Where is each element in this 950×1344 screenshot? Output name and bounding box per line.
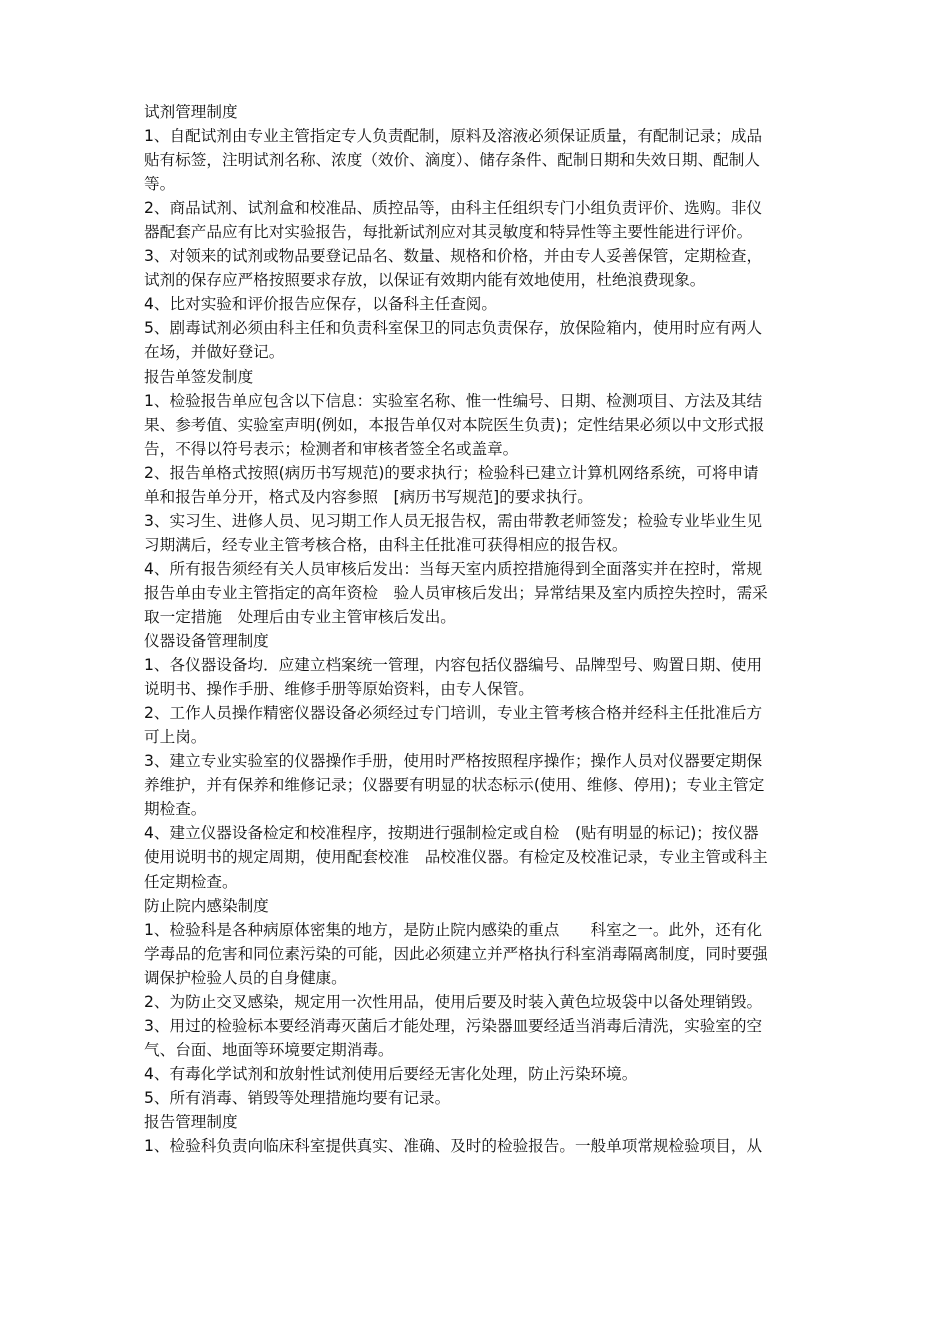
paragraph-line: 习期满后，经专业主管考核合格，由科主任批准可获得相应的报告权。 <box>144 535 628 554</box>
paragraph-line: 器配套产品应有比对实验报告，每批新试剂应对其灵敏度和特异性等主要性能进行评价。 <box>144 223 753 242</box>
paragraph-line: 1、检验科是各种病原体密集的地方，是防止院内感染的重点 科室之一。此外，还有化 <box>144 920 763 939</box>
paragraph-line: 报告单由专业主管指定的高年资检 验人员审核后发出；异常结果及室内质控失控时，需采 <box>144 583 768 602</box>
section-title-report-issuing: 报告单签发制度 <box>144 367 254 386</box>
paragraph-line: 期检查。 <box>144 800 207 819</box>
paragraph-line: 学毒品的危害和同位素污染的可能，因此必须建立并严格执行科室消毒隔离制度，同时要强 <box>144 944 768 963</box>
paragraph-line: 3、建立专业实验室的仪器操作手册，使用时严格按照程序操作；操作人员对仪器要定期保 <box>144 752 763 771</box>
paragraph-line: 养维护，并有保养和维修记录；仪器要有明显的状态标示(使用、维修、停用)；专业主管定 <box>144 776 765 795</box>
paragraph-line: 在场，并做好登记。 <box>144 343 285 362</box>
paragraph-line: 果、参考值、实验室声明(例如，本报告单仅对本院医生负责)；定性结果必须以中文形式报 <box>144 415 765 434</box>
paragraph-line: 3、对领来的试剂或物品要登记品名、数量、规格和价格，并由专人妥善保管，定期检查， <box>144 247 763 266</box>
paragraph-line: 告，不得以符号表示；检测者和审核者签全名或盖章。 <box>144 439 519 458</box>
section-title-report-management: 报告管理制度 <box>144 1112 238 1131</box>
paragraph-line: 2、工作人员操作精密仪器设备必须经过专门培训，专业主管考核合格并经科主任批准后方 <box>144 704 763 723</box>
paragraph-line: 取一定措施 处理后由专业主管审核后发出。 <box>144 607 456 626</box>
paragraph-line: 3、用过的检验标本要经消毒灭菌后才能处理，污染器皿要经适当消毒后清洗，实验室的空 <box>144 1016 763 1035</box>
paragraph-line: 2、商品试剂、试剂盒和校准品、质控品等，由科主任组织专门小组负责评价、选购。非仪 <box>144 199 763 218</box>
paragraph-line: 1、各仪器设备均．应建立档案统一管理，内容包括仪器编号、品牌型号、购置日期、使用 <box>144 656 763 675</box>
paragraph-line: 气、台面、地面等环境要定期消毒。 <box>144 1040 394 1059</box>
paragraph-line: 说明书、操作手册、维修手册等原始资料，由专人保管。 <box>144 680 534 699</box>
paragraph-line: 等。 <box>144 175 176 194</box>
paragraph-line: 使用说明书的规定周期，使用配套校准 品校准仪器。有检定及校准记录，专业主管或科主 <box>144 848 768 867</box>
paragraph-line: 3、实习生、进修人员、见习期工作人员无报告权，需由带教老师签发；检验专业毕业生见 <box>144 511 763 530</box>
paragraph-line: 2、报告单格式按照(病历书写规范)的要求执行；检验科已建立计算机网络系统，可将申请 <box>144 463 759 482</box>
paragraph-line: 4、所有报告须经有关人员审核后发出：当每天室内质控措施得到全面落实并在控时，常规 <box>144 559 763 578</box>
paragraph-line: 5、所有消毒、销毁等处理措施均要有记录。 <box>144 1088 451 1107</box>
paragraph-line: 2、为防止交叉感染，规定用一次性用品，使用后要及时装入黄色垃圾袋中以备处理销毁。 <box>144 992 763 1011</box>
paragraph-line: 任定期检查。 <box>144 872 238 891</box>
paragraph-line: 1、自配试剂由专业主管指定专人负责配制，原料及溶液必须保证质量，有配制记录；成品 <box>144 127 763 146</box>
paragraph-line: 4、比对实验和评价报告应保存，以备科主任查阅。 <box>144 295 497 314</box>
paragraph-line: 1、检验报告单应包含以下信息：实验室名称、惟一性编号、日期、检测项目、方法及其结 <box>144 391 763 410</box>
paragraph-line: 试剂的保存应严格按照要求存放，以保证有效期内能有效地使用，杜绝浪费现象。 <box>144 271 706 290</box>
paragraph-line: 单和报告单分开，格式及内容参照 [病历书写规范]的要求执行。 <box>144 487 593 506</box>
paragraph-line: 4、建立仪器设备检定和校准程序，按期进行强制检定或自检 (贴有明显的标记)；按仪器 <box>144 824 759 843</box>
paragraph-line: 1、检验科负责向临床科室提供真实、准确、及时的检验报告。一般单项常规检验项目，从 <box>144 1137 763 1156</box>
section-title-reagent-management: 试剂管理制度 <box>144 103 238 121</box>
document-page <box>144 100 811 1158</box>
paragraph-line: 可上岗。 <box>144 728 207 747</box>
paragraph-line: 4、有毒化学试剂和放射性试剂使用后要经无害化处理，防止污染环境。 <box>144 1064 638 1083</box>
paragraph-line: 调保护检验人员的自身健康。 <box>144 968 347 987</box>
paragraph-line: 5、剧毒试剂必须由科主任和负责科室保卫的同志负责保存，放保险箱内，使用时应有两人 <box>144 319 763 338</box>
paragraph-line: 贴有标签，注明试剂名称、浓度（效价、滴度）、储存条件、配制日期和失效日期、配制人 <box>144 151 760 170</box>
section-title-instrument-management: 仪器设备管理制度 <box>144 632 269 651</box>
section-title-infection-prevention: 防止院内感染制度 <box>144 896 269 915</box>
